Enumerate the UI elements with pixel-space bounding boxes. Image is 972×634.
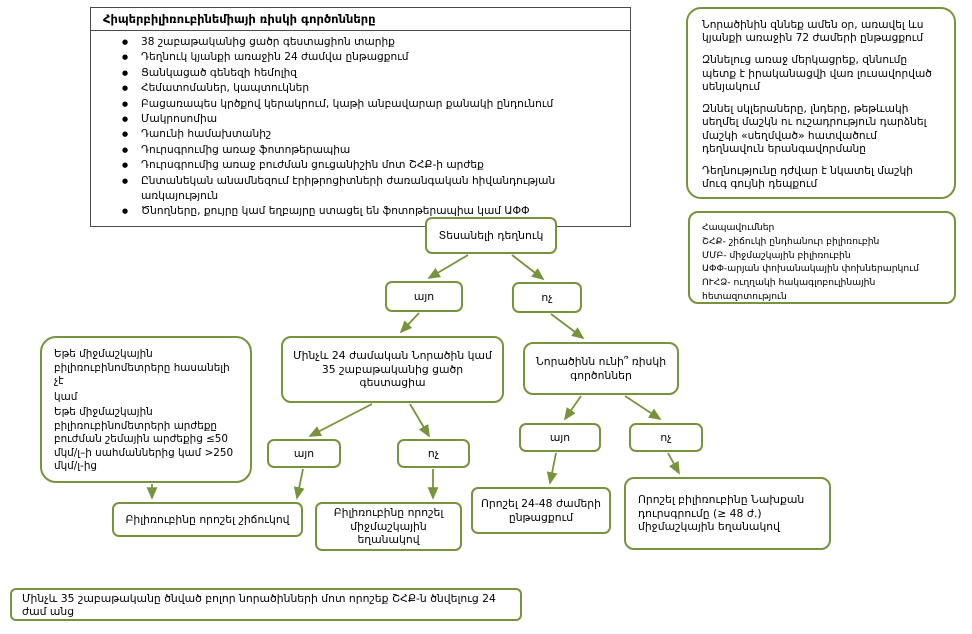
abbreviation-item: ՇՀՔ- շիճուկի ընդհանուր բիլիռուբին [702, 235, 880, 247]
flow-label-no-3: ոչ [629, 423, 703, 452]
tip-paragraph: Զննելուց առաջ մերկացրեք, զննումը պետք է իրականացվի վառ լուսավորված սենյակում [702, 54, 932, 93]
risk-item: ● Ընտանեկան անամնեզում էրիթրոցիտների ժառանգական հիվանդության առկայություն [91, 174, 622, 205]
risk-table [90, 7, 631, 227]
examination-tips-box [686, 7, 956, 199]
flow-node-risk-decision: Նորածինն ունի՞ ռիսկի գործոններ [523, 342, 679, 395]
abbreviation-item: ԱՓՓ-արյան փոխանակային փոխներարկում [702, 263, 920, 275]
risk-item: ● 38 շաբաթականից ցածր գեստացիոն տարիք [91, 35, 622, 50]
abbreviations-title: Հապավումներ [702, 222, 775, 233]
flow-note-bilirubinometer [40, 336, 252, 483]
flow-node-serum-bilirubin: Բիլիռուբինը որոշել շիճուկով [112, 502, 303, 537]
flow-node-24-48-hours: Որոշել 24-48 ժամերի ընթացքում [471, 487, 611, 534]
flow-node-visible-jaundice: Տեսանելի դեղնուկ [425, 217, 557, 254]
tip-paragraph: Նորածինին զննեք ամեն օր, առավել ևս կյանքի առաջին 72 ժամերի ընթացքում [702, 19, 924, 45]
flow-node-transcutaneous: Բիլիռուբինը որոշել միջմաշկային եղանակով [315, 502, 462, 551]
flow-note-line: Եթե միջմաշկային բիլիռուբինոմետրերը հասանելի չէ [54, 348, 230, 388]
risk-item: ● Բացառապես կրծքով կերակրում, կաթի անբավարար քանակի ընդունում [91, 97, 622, 112]
flow-label-no-1: ոչ [512, 282, 582, 313]
risk-item: ● Դաունի համախտանիշ [91, 127, 622, 142]
abbreviation-item: ՈՒՀՁ- ուղղակի հակագլոբուլինային հետազոտություն [702, 277, 876, 302]
risk-item: ● Դեղնուկ կյանքի առաջին 24 ժամվա ընթացքում [91, 50, 622, 65]
tip-paragraph: Զննել սկլերաները, լնդերը, թեթևակի սեղմել մաշկն ու ուշադրություն դարձնել մաշկի «սեղմված» հատվածում դեղնավուն երանգավորմանը [702, 103, 927, 155]
risk-item: ● Դուրսգրումից առաջ ֆոտոթերապիա [91, 143, 622, 158]
abbreviation-item: ՄՄԲ- միջմաշկային բիլիռուբին [702, 249, 851, 261]
risk-list [91, 31, 630, 226]
abbreviations-box [688, 211, 956, 304]
flow-node-before-discharge: Որոշել բիլիռուբինը Նախքան դուրսգրումը (≥ 48 ժ.) միջմաշկային եղանակով [624, 477, 831, 550]
tip-paragraph: Դեղնությունը դժվար է նկատել մաշկի մուգ գույնի դեպքում [702, 165, 913, 191]
risk-item: ● Մակրոսոմիա [91, 112, 622, 127]
flow-label-yes-2: այո [267, 439, 341, 468]
flow-label-no-2: ոչ [397, 439, 470, 468]
risk-item: ● Ցանկացած գենեզի հեմոլիզ [91, 66, 622, 81]
risk-item: ● Ծնողները, քույրը կամ եղբայրը ստացել են ֆոտոթերապիա կամ ԱՓՓ [91, 204, 622, 219]
flow-note-line: կամ [54, 390, 78, 403]
risk-item: ● Հեմատոմաներ, կապտուկներ [91, 81, 622, 96]
flow-label-yes-3: այո [519, 423, 601, 452]
risk-item: ● Դուրսգրումից առաջ բուժման ցուցանիշին մոտ ՇՀՔ-ի արժեք [91, 158, 622, 173]
risk-table-title: Հիպերբիլիռուբինեմիայի ռիսկի գործոնները [91, 8, 630, 31]
flow-label-yes-1: այո [385, 281, 463, 312]
flow-note-line: Եթե միջմաշկային բիլիռուբինոմետրերի արժեքը բուժման շեմային արժեքից ≤50 մկմ/լ–ի սահմաններից կամ >250 մկմ/լ-ից [54, 406, 234, 473]
bottom-note: Մինչև 35 շաբաթականը ծնված բոլոր նորածինների մոտ որոշեք ՇՀՔ-ն ծնվելուց 24 ժամ անց [10, 588, 522, 621]
flow-node-age-decision: Մինչև 24 ժամական Նորածին կամ 35 շաբաթականից ցածր գեստացիա [281, 336, 504, 403]
